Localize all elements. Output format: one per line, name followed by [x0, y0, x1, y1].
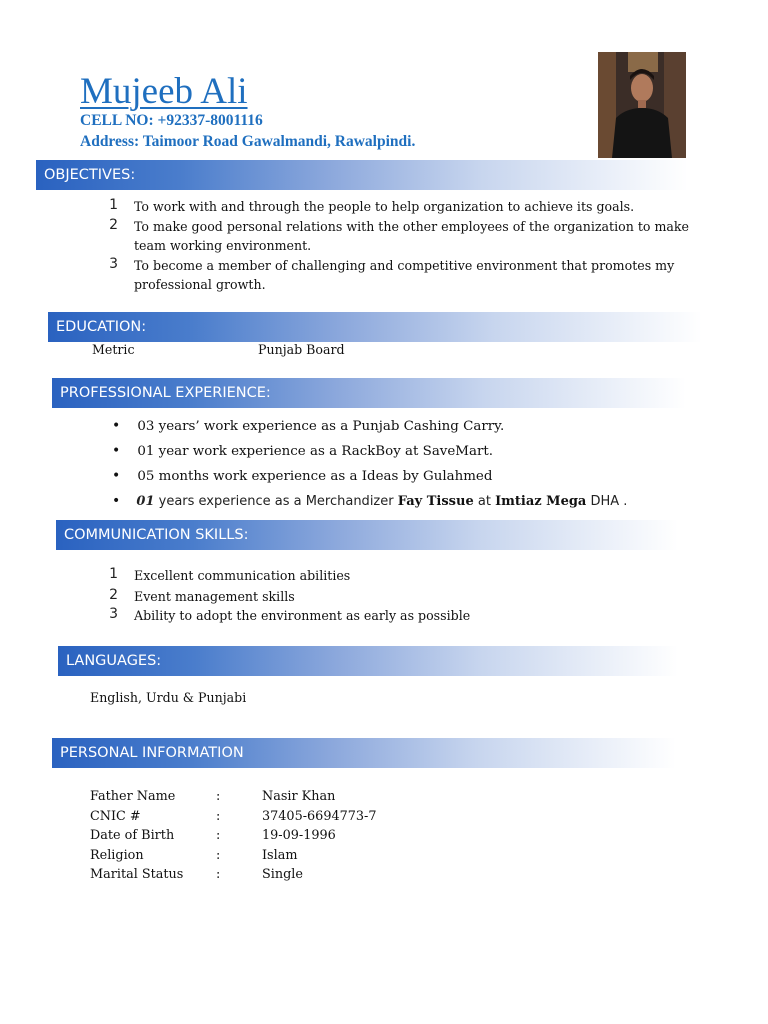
resume-name: Mujeeb Ali [80, 71, 248, 112]
objective-text: To make good personal relations with the other employees of the organization to make [134, 219, 690, 234]
objective-text-cont: team working environment. [134, 238, 312, 253]
experience-company: Fay Tissue [397, 494, 474, 509]
personal-label: Religion [90, 847, 144, 863]
experience-text-mid: at [473, 494, 496, 509]
experience-text: 03 years’ work experience as a Punjab Cashing Carry. [137, 419, 505, 434]
personal-separator: : [216, 808, 221, 824]
personal-row [90, 826, 490, 846]
personal-value: 37405-6694773-7 [262, 808, 377, 824]
list-number: 2 [109, 217, 118, 233]
objective-text-cont: professional growth. [134, 277, 266, 292]
profile-photo [598, 52, 686, 158]
experience-text: 05 months work experience as a Ideas by Gulahmed [137, 469, 493, 484]
objective-text: To work with and through the people to help organization to achieve its goals. [134, 199, 635, 214]
list-number: 1 [109, 197, 118, 213]
list-number: 3 [109, 256, 118, 272]
education-degree: Metric [92, 342, 135, 357]
personal-separator: : [216, 867, 221, 882]
personal-separator: : [216, 789, 221, 804]
languages-text: English, Urdu & Punjabi [90, 690, 247, 705]
personal-label: Father Name [90, 789, 176, 804]
experience-item [112, 415, 504, 434]
experience-text-end: DHA . [586, 494, 628, 509]
skill-text: Excellent communication abilities [134, 568, 351, 583]
personal-value: Islam [262, 847, 298, 863]
experience-item [112, 465, 492, 484]
section-objectives: OBJECTIVES: [36, 160, 688, 190]
personal-label: CNIC # [90, 808, 141, 824]
bullet-icon: • [112, 468, 121, 484]
list-number: 1 [109, 566, 118, 582]
personal-row [90, 865, 490, 885]
section-personal: PERSONAL INFORMATION [52, 738, 676, 768]
skill-text: Event management skills [134, 589, 295, 604]
experience-item [112, 440, 493, 459]
section-communication: COMMUNICATION SKILLS: [56, 520, 678, 550]
experience-text: years experience as a Merchandizer [154, 494, 398, 509]
list-number: 2 [109, 587, 118, 603]
experience-text: 01 year work experience as a RackBoy at SaveMart. [137, 444, 494, 459]
section-experience: PROFESSIONAL EXPERIENCE: [52, 378, 686, 408]
bullet-icon: • [112, 443, 121, 459]
experience-store: Imtiaz Mega [495, 494, 587, 509]
personal-label: Date of Birth [90, 828, 175, 843]
bullet-icon: • [112, 418, 121, 434]
personal-row [90, 807, 490, 827]
education-board: Punjab Board [258, 342, 345, 357]
skill-text: Ability to adopt the environment as early as possible [134, 608, 471, 623]
objective-text: To become a member of challenging and competitive environment that promotes my [134, 258, 675, 273]
list-number: 3 [109, 606, 118, 622]
section-education: EDUCATION: [48, 312, 702, 342]
personal-row [90, 846, 490, 866]
experience-item [112, 493, 627, 509]
experience-years: 01 [136, 494, 155, 509]
personal-label: Marital Status [90, 867, 184, 882]
section-languages: LANGUAGES: [58, 646, 678, 676]
bullet-icon: • [112, 493, 121, 509]
personal-value: Single [262, 867, 303, 882]
personal-separator: : [216, 828, 221, 843]
cell-number: CELL NO: +92337-8001116 [80, 112, 263, 129]
address: Address: Taimoor Road Gawalmandi, Rawalpindi. [80, 133, 416, 150]
personal-separator: : [216, 847, 221, 863]
personal-value: Nasir Khan [262, 789, 336, 804]
personal-row [90, 787, 490, 807]
personal-value: 19-09-1996 [262, 828, 336, 843]
personal-info-table [90, 787, 490, 885]
